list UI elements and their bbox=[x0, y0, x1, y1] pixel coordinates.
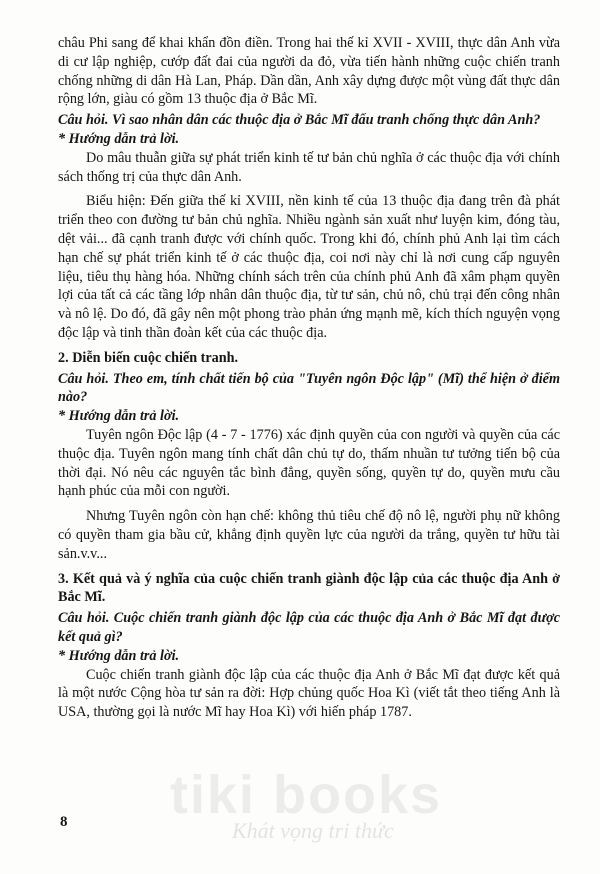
paragraph-result: Cuộc chiến tranh giành độc lập của các thuộc địa Anh ở Bắc Mĩ đạt được kết quả là một nước Cộng hòa tư sản ra đời: Hợp chủng quốc Hoa Kì (viết tắt theo tiếng Anh là USA, thường gọi là nước Mĩ hay Hoa Kì) với hiến pháp 1787. bbox=[58, 666, 560, 721]
question-2: Câu hỏi. Theo em, tính chất tiến bộ của "Tuyên ngôn Độc lập" (Mĩ) thể hiện ở điểm nào? bbox=[58, 370, 560, 406]
question-3: Câu hỏi. Cuộc chiến tranh giành độc lập của các thuộc địa Anh ở Bắc Mĩ đạt được kết quả gì? bbox=[58, 610, 560, 645]
page-content bbox=[58, 34, 560, 722]
paragraph-manifestation: Biểu hiện: Đến giữa thế kỉ XVIII, nền kinh tế của 13 thuộc địa đang trên đà phát triển theo con đường tư bản chủ nghĩa. Nhiều ngành sản xuất như luyện kim, đóng tàu, dệt vải... đã cạnh tranh được với chính quốc. Trong khi đó, chính phủ Anh lại tìm cách hạn chế sự phát triển kinh tế ở các thuộc địa, coi nơi này chỉ là nơi cung cấp nguyên liệu, tiêu thụ hàng hóa. Những chính sách trên của chính phủ Anh đã xâm phạm quyền lợi của tất cả các tầng lớp nhân dân thuộc địa, từ tư sản, chủ nô, chủ trại đến công nhân và nô lệ. Do đó, đã gây nên một phong trào phản ứng mạnh mẽ, kích thích nguyện vọng độc lập và tinh thần đoàn kết của các thuộc địa. bbox=[58, 193, 560, 341]
paragraph-intro: châu Phi sang để khai khẩn đồn điền. Trong hai thế kỉ XVII - XVIII, thực dân Anh vừa di cư lập nghiệp, cướp đất đai của người da đỏ, vừa tiến hành những cuộc chiến tranh chống những di dân Hà Lan, Pháp. Dần dần, Anh xây dựng được một vùng đất thực dân rộng lớn, giàu có gồm 13 thuộc địa ở Bắc Mĩ. bbox=[58, 35, 560, 108]
section-heading-2: 2. Diễn biến cuộc chiến tranh. bbox=[58, 349, 239, 366]
watermark-brand: tiki books bbox=[170, 765, 443, 825]
watermark-tagline: Khát vọng tri thức bbox=[232, 818, 394, 843]
paragraph-cause: Do mâu thuẫn giữa sự phát triển kinh tế tư bản chủ nghĩa ở các thuộc địa với chính sách thống trị của thực dân Anh. bbox=[58, 149, 560, 185]
section-heading-3: 3. Kết quả và ý nghĩa của cuộc chiến tranh giành độc lập của các thuộc địa Anh ở Bắc Mĩ. bbox=[58, 570, 560, 606]
question-1: Câu hỏi. Vì sao nhân dân các thuộc địa ở Bắc Mĩ đấu tranh chống thực dân Anh? bbox=[58, 112, 541, 129]
answer-hint-3: * Hướng dẫn trả lời. bbox=[58, 647, 180, 664]
answer-hint-2: * Hướng dẫn trả lời. bbox=[58, 408, 180, 425]
paragraph-limitations: Nhưng Tuyên ngôn còn hạn chế: không thủ tiêu chế độ nô lệ, người phụ nữ không có quyền tham gia bầu cử, khẳng định quyền lực của người da trắng, quyền tư hữu tài sản.v.v... bbox=[58, 508, 560, 562]
page-number: 8 bbox=[60, 814, 68, 830]
answer-hint-1: * Hướng dẫn trả lời. bbox=[58, 130, 180, 147]
paragraph-declaration: Tuyên ngôn Độc lập (4 - 7 - 1776) xác định quyền của con người và quyền của các thuộc địa. Tuyên ngôn mang tính chất dân chủ tự do, thấm nhuần tư tưởng tiến bộ của thời đại. Nó nêu các nguyên tắc bình đẳng, quyền sống, quyền tự do, quyền mưu cầu hạnh phúc của mỗi con người. bbox=[58, 426, 560, 500]
